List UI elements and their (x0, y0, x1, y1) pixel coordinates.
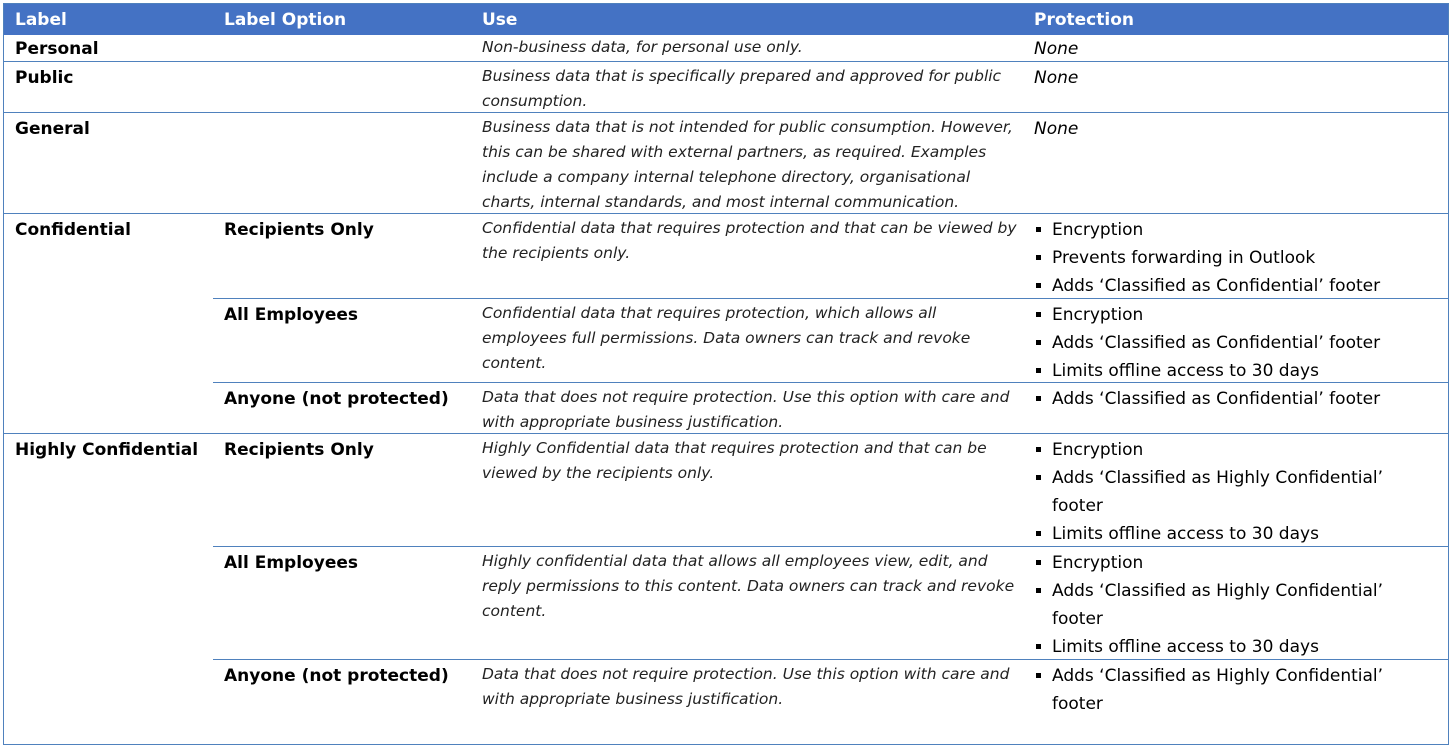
use-text: Data that does not require protection. Use this option with care and with appropriate business justification. (482, 665, 1010, 708)
label-option: Recipients Only (224, 440, 374, 460)
protection-item: Adds ‘Classified as Confidential’ footer (1034, 385, 1424, 413)
label-option: Anyone (not protected) (224, 389, 449, 409)
protection-text: None (1034, 68, 1079, 88)
protection-item: Adds ‘Classified as Highly Confidential’ footer (1034, 662, 1424, 718)
protection-item: Encryption (1034, 216, 1424, 244)
protection-item: Limits offline access to 30 days (1034, 633, 1424, 661)
protection-item: Encryption (1034, 436, 1424, 464)
use-text: Confidential data that requires protection, which allows all employees full permissions. Data owners can track and revoke content. (482, 304, 971, 372)
use-text: Non-business data, for personal use only. (482, 38, 803, 56)
use-text: Highly Confidential data that requires protection and that can be viewed by the recipients only. (482, 439, 987, 482)
protection-list (1034, 301, 1424, 385)
label-option: Anyone (not protected) (224, 666, 449, 686)
row-divider (4, 61, 1448, 62)
protection-item: Limits offline access to 30 days (1034, 520, 1424, 548)
protection-list (1034, 385, 1424, 413)
table-header (4, 4, 1448, 35)
protection-text: None (1034, 39, 1079, 59)
protection-list (1034, 549, 1424, 661)
protection-list (1034, 662, 1424, 718)
header-use: Use (482, 10, 518, 30)
use-text: Business data that is specifically prepared and approved for public consumption. (482, 67, 1002, 110)
use-text: Highly confidential data that allows all employees view, edit, and reply permissions to this content. Data owners can track and revoke content. (482, 552, 1015, 620)
protection-text: None (1034, 119, 1079, 139)
protection-item: Encryption (1034, 549, 1424, 577)
use-text: Business data that is not intended for public consumption. However, this can be shared with external partners, as required. Examples include a company internal telephone directory, organisational charts, internal standards, and most internal communication. (482, 118, 1013, 211)
protection-list (1034, 216, 1424, 300)
protection-item: Adds ‘Classified as Highly Confidential’ footer (1034, 464, 1424, 520)
protection-list (1034, 436, 1424, 548)
protection-item: Encryption (1034, 301, 1424, 329)
header-label: Label (15, 10, 67, 30)
use-text: Data that does not require protection. Use this option with care and with appropriate business justification. (482, 388, 1010, 431)
row-label-personal: Personal (15, 39, 99, 59)
protection-item: Prevents forwarding in Outlook (1034, 244, 1424, 272)
header-protection: Protection (1034, 10, 1134, 30)
protection-item: Adds ‘Classified as Confidential’ footer (1034, 272, 1424, 300)
header-label-option: Label Option (224, 10, 347, 30)
row-label-highly-confidential: Highly Confidential (15, 440, 199, 460)
protection-item: Limits offline access to 30 days (1034, 357, 1424, 385)
row-label-confidential: Confidential (15, 220, 131, 240)
use-text: Confidential data that requires protection and that can be viewed by the recipients only. (482, 219, 1017, 262)
row-label-general: General (15, 119, 90, 139)
protection-item: Adds ‘Classified as Confidential’ footer (1034, 329, 1424, 357)
sensitivity-label-table (3, 3, 1449, 745)
label-option: All Employees (224, 553, 358, 573)
label-option: Recipients Only (224, 220, 374, 240)
protection-item: Adds ‘Classified as Highly Confidential’ footer (1034, 577, 1424, 633)
label-option: All Employees (224, 305, 358, 325)
row-label-public: Public (15, 68, 74, 88)
